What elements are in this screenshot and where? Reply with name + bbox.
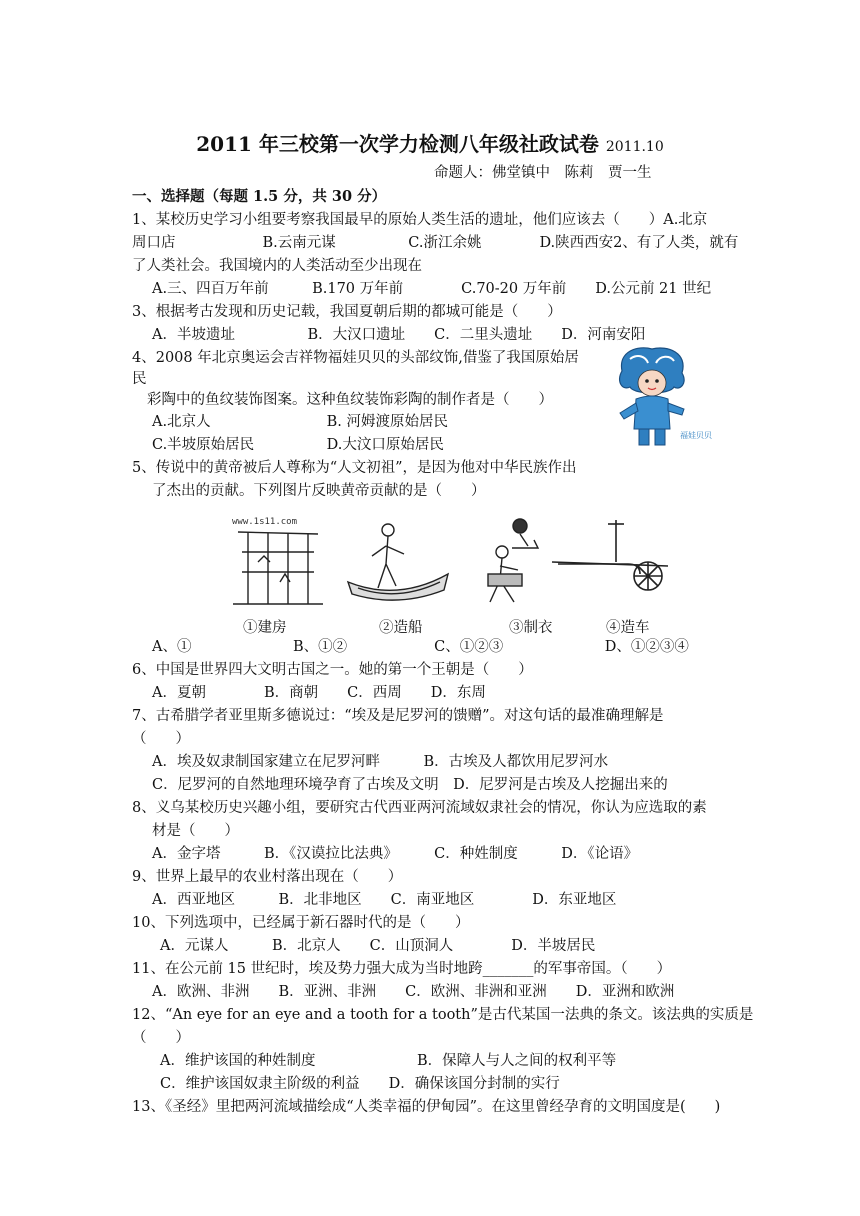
question-10-options: A．元谋人 B．北京人 C．山顶洞人 D．半坡居民	[160, 938, 596, 954]
title-date: 2011.10	[605, 139, 664, 155]
page-title	[0, 128, 860, 157]
figure-caption-4: ④造车	[606, 620, 650, 636]
question-13-line: 13、《圣经》里把两河流域描绘成“人类幸福的伊甸园”。在这里曾经孕育的文明国度是( )	[132, 1099, 721, 1115]
section-heading: 一、选择题（每题 1.5 分，共 30 分）	[132, 188, 387, 205]
question-6-options: A．夏朝 B．商朝 C．西周 D．东周	[152, 685, 486, 701]
question-4-options-2: C.半坡原始居民 D.大汶口原始居民	[152, 437, 444, 453]
title-main: 2011 年三校第一次学力检测八年级社政试卷	[196, 132, 599, 156]
question-7-options-1: A．埃及奴隶制国家建立在尼罗河畔 B．古埃及人都饮用尼罗河水	[152, 754, 609, 770]
question-8-options: A．金字塔 B．《汉谟拉比法典》 C．种姓制度 D．《论语》	[152, 846, 639, 862]
mascot-caption: 福娃贝贝	[680, 431, 712, 440]
weaving-image	[488, 519, 538, 602]
question-2-line: 了人类社会。我国境内的人类活动至少出现在	[132, 258, 422, 274]
question-11-line: 11、在公元前 15 世纪时，埃及势力强大成为当时地跨_______的军事帝国。（ ）	[132, 961, 672, 977]
watermark-text: www.1s11.com	[232, 517, 298, 527]
question-3-options: A．半坡遗址 B．大汉口遗址 C．二里头遗址 D．河南安阳	[152, 327, 646, 343]
question-4-options-1: A.北京人 B. 河姆渡原始居民	[152, 414, 448, 430]
question-5-options: A、① B、①② C、①②③ D、①②③④	[152, 639, 689, 655]
question-3-line: 3、根据考古发现和历史记载，我国夏朝后期的都城可能是（ ）	[132, 304, 562, 320]
question-1-line-2: 周口店 B.云南元谋 C.浙江余姚 D.陕西西安2、有了人类，就有	[132, 235, 739, 251]
figure-strip	[228, 512, 688, 612]
question-12-options-1: A．维护该国的种姓制度 B．保障人与人之间的权利平等	[160, 1053, 617, 1069]
question-7-options-2: C．尼罗河的自然地理环境孕育了古埃及文明 D．尼罗河是古埃及人挖掘出来的	[152, 777, 668, 793]
figure-caption-3: ③制衣	[509, 620, 553, 636]
question-6-line: 6、中国是世界四大文明古国之一。她的第一个王朝是（ ）	[132, 662, 533, 678]
question-12-options-2: C．维护该国奴隶主阶级的利益 D．确保该国分封制的实行	[160, 1076, 560, 1092]
question-4-line-3: 彩陶中的鱼纹装饰图案。这种鱼纹装饰彩陶的制作者是（ ）	[147, 392, 553, 408]
question-2-options: A.三、四百万年前 B.170 万年前 C.70-20 万年前 D.公元前 21 世纪	[152, 281, 712, 297]
author-line: 命题人：佛堂镇中 陈莉 贾一生	[434, 165, 652, 181]
question-5-line-1: 5、传说中的黄帝被后人尊称为“人文初祖”，是因为他对中华民族作出	[132, 460, 577, 476]
question-8-line-1: 8、义乌某校历史兴趣小组，要研究古代西亚两河流域奴隶社会的情况，你认为应选取的素	[132, 800, 707, 816]
question-1-line-1: 1、某校历史学习小组要考察我国最早的原始人类生活的遗址，他们应该去（ ）A.北京	[132, 212, 708, 228]
cart-image	[552, 520, 668, 590]
house-building-image	[233, 532, 323, 604]
question-9-options: A．西亚地区 B．北非地区 C．南亚地区 D．东亚地区	[152, 892, 617, 908]
question-4-line-2: 民	[132, 371, 147, 387]
figure-caption-1: ①建房	[243, 620, 287, 636]
question-10-line: 10、下列选项中，已经属于新石器时代的是（ ）	[132, 915, 470, 931]
question-9-line: 9、世界上最早的农业村落出现在（ ）	[132, 869, 403, 885]
boat-building-image	[348, 524, 448, 600]
question-7-line-1: 7、古希腊学者亚里斯多德说过：“埃及是尼罗河的馈赠”。对这句话的最准确理解是	[132, 708, 664, 724]
figure-caption-2: ②造船	[379, 620, 423, 636]
question-12-line-2: （ ）	[132, 1030, 190, 1046]
question-12-line-1: 12、“An eye for an eye and a tooth for a tooth”是古代某国一法典的条文。该法典的实质是	[132, 1007, 754, 1023]
question-7-line-2: （ ）	[132, 731, 190, 747]
question-4-line-1: 4、2008 年北京奥运会吉祥物福娃贝贝的头部纹饰,借鉴了我国原始居	[132, 350, 579, 366]
question-5-line-2: 了杰出的贡献。下列图片反映黄帝贡献的是（ ）	[152, 483, 486, 499]
question-8-line-2: 材是（ ）	[152, 823, 239, 839]
question-11-options: A．欧洲、非洲 B．亚洲、非洲 C．欧洲、非洲和亚洲 D．亚洲和欧洲	[152, 984, 675, 1000]
